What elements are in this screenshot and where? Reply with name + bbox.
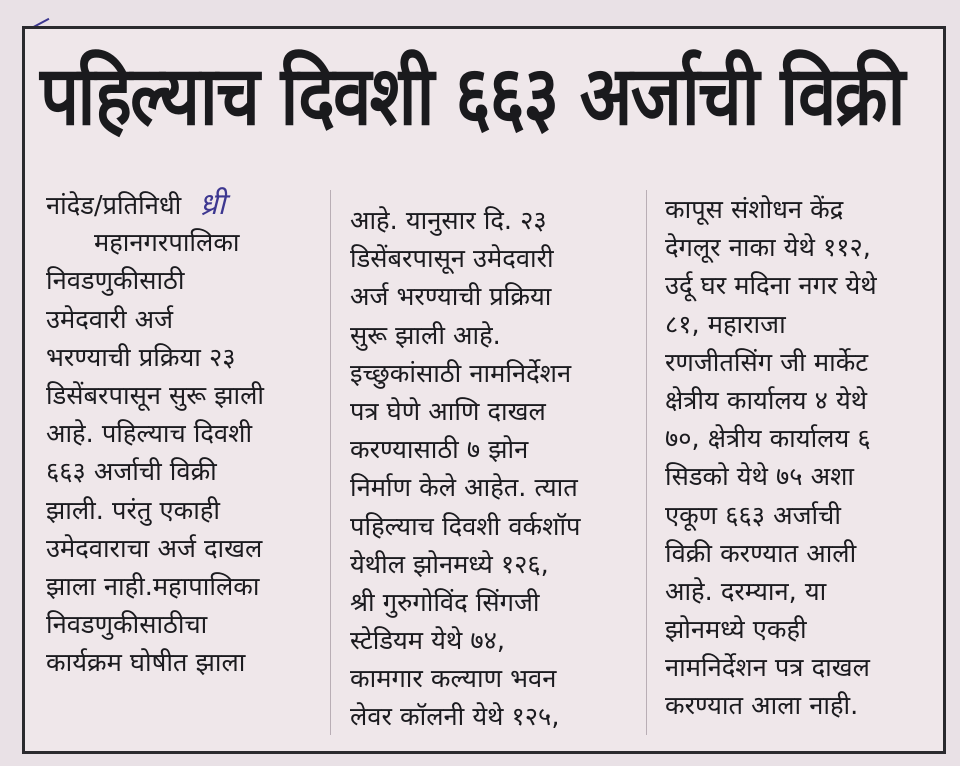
text-line: इच्छुकांसाठी नामनिर्देशन <box>350 358 572 389</box>
text-line: अर्ज भरण्याची प्रक्रिया <box>350 282 552 313</box>
article-column-1 <box>46 186 311 682</box>
text-line: डिसेंबरपासून उमेदवारी <box>350 244 554 275</box>
text-line: श्री गुरुगोविंद सिंगजी <box>350 587 540 618</box>
text-line: सिडको येथे ७५ अशा <box>665 462 855 493</box>
text-line: पहिल्याच दिवशी वर्कशॉप <box>350 511 581 542</box>
text-line: पत्र घेणे आणि दाखल <box>350 396 546 427</box>
text-line: कार्यक्रम घोषीत झाला <box>46 648 246 679</box>
headline: पहिल्याच दिवशी ६६३ अर्जाची विक्री <box>40 49 904 144</box>
article-column-3 <box>665 191 925 726</box>
byline-line <box>46 186 311 224</box>
text-line: उमेदवाराचा अर्ज दाखल <box>46 533 263 564</box>
text-line: रणजीतसिंग जी मार्केट <box>665 347 869 378</box>
text-line: महानगरपालिका <box>94 228 240 259</box>
text-line: डिसेंबरपासून सुरू झाली <box>46 380 264 411</box>
text-line: आहे. यानुसार दि. २३ <box>350 206 547 236</box>
text-line: करण्यासाठी ७ झोन <box>350 435 529 466</box>
text-line: सुरू झाली आहे. <box>350 320 501 351</box>
text-line: झाला नाही.महापालिका <box>46 571 260 602</box>
text-line: निर्माण केले आहेत. त्यात <box>350 473 578 504</box>
byline: नांदेड/प्रतिनिधी <box>46 191 182 221</box>
text-line: आहे. पहिल्याच दिवशी <box>46 419 253 450</box>
text-line: भरण्याची प्रक्रिया २३ <box>46 342 236 373</box>
text-line: उमेदवारी अर्ज <box>46 304 174 335</box>
article-column-2 <box>350 202 630 737</box>
column-divider <box>646 190 647 735</box>
text-line: ७०, क्षेत्रीय कार्यालय ६ <box>665 424 871 455</box>
text-line: करण्यात आला नाही. <box>665 691 859 722</box>
handwritten-mark-icon: ध्री <box>199 187 226 222</box>
text-line: उर्दू घर मदिना नगर येथे <box>665 271 877 302</box>
text-line: निवडणुकीसाठी <box>46 266 185 297</box>
text-line: देगलूर नाका येथे ११२, <box>665 233 871 264</box>
text-line: ८१, महाराजा <box>665 309 786 340</box>
text-line: लेवर कॉलनी येथे १२५, <box>350 702 560 733</box>
text-line: कामगार कल्याण भवन <box>350 664 557 695</box>
text-line: निवडणुकीसाठीचा <box>46 610 208 641</box>
text-line: आहे. दरम्यान, या <box>665 576 827 607</box>
text-line: कापूस संशोधन केंद्र <box>665 195 844 225</box>
text-line: क्षेत्रीय कार्यालय ४ येथे <box>665 385 868 416</box>
text-line: येथील झोनमध्ये १२६, <box>350 549 549 580</box>
text-line: झाली. परंतु एकाही <box>46 495 220 526</box>
text-line: स्टेडियम येथे ७४, <box>350 626 505 657</box>
column-divider <box>330 190 331 735</box>
text-line: एकूण ६६३ अर्जाची <box>665 500 841 531</box>
text-line: झोनमध्ये एकही <box>665 615 807 646</box>
text-line: विक्री करण्यात आली <box>665 538 857 569</box>
text-line: नामनिर्देशन पत्र दाखल <box>665 653 870 684</box>
text-line: ६६३ अर्जाची विक्री <box>46 457 217 488</box>
